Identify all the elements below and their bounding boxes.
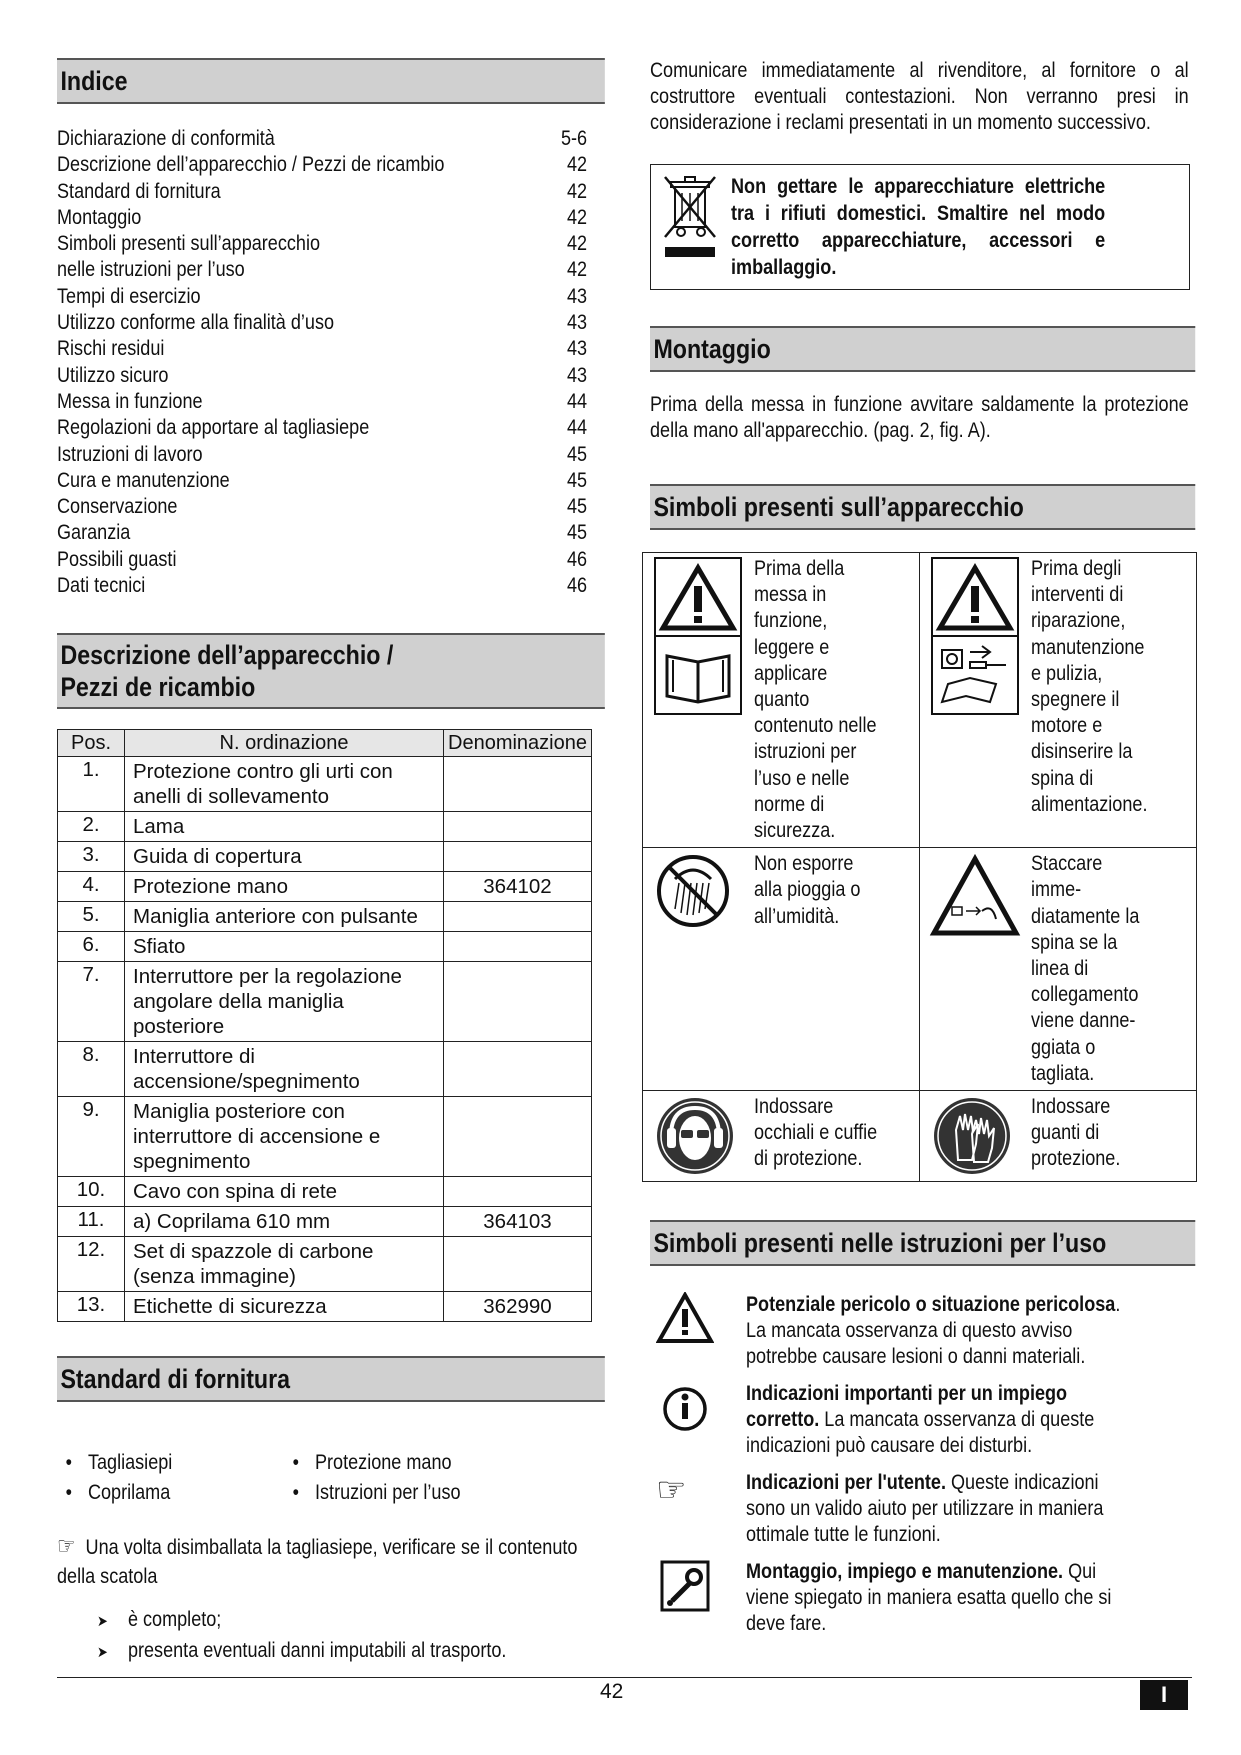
cell-code bbox=[444, 962, 592, 1042]
symbol-read-manual bbox=[644, 554, 918, 846]
toc-item bbox=[57, 205, 599, 231]
toc-item bbox=[57, 126, 599, 152]
cell-pos: 7. bbox=[58, 962, 125, 1042]
montaggio-text: Prima della messa in funzione avvitare saldamente la protezione della mano all'apparecchio. (pag. 2, fig. A). bbox=[650, 393, 1189, 442]
cell-pos: 10. bbox=[58, 1177, 125, 1207]
list-item: • Tagliasiepi bbox=[57, 1448, 282, 1478]
toc-item-page: 43 bbox=[566, 284, 588, 308]
fornitura-header bbox=[57, 1356, 605, 1402]
toc-item-page: 42 bbox=[566, 179, 588, 203]
manual-symbols-list bbox=[650, 1292, 1190, 1637]
toc-item bbox=[57, 284, 599, 310]
toc-item bbox=[57, 152, 599, 178]
toc-item-label: Dati tecnici bbox=[57, 574, 146, 598]
cell-pos: 9. bbox=[58, 1097, 125, 1177]
table-row bbox=[58, 842, 592, 872]
table-of-contents bbox=[57, 126, 599, 599]
instr-bold: Montaggio, impiego e manutenzione. bbox=[746, 1560, 1064, 1584]
pointing-hand-icon: ☞ bbox=[57, 1533, 76, 1561]
instr-text: Qui viene spiegato in maniera esatta quello che si deve fare. bbox=[746, 1560, 1112, 1636]
toc-item-page: 44 bbox=[566, 416, 588, 440]
cell-code bbox=[444, 932, 592, 962]
wrench-icon bbox=[656, 1559, 714, 1613]
info-icon bbox=[656, 1381, 714, 1433]
toc-item bbox=[57, 442, 599, 468]
table-row bbox=[58, 962, 592, 1042]
montaggio-header bbox=[650, 326, 1196, 372]
toc-item-label: Regolazioni da apportare al tagliasiepe bbox=[57, 416, 370, 440]
symbol-unplug-before-maintenance bbox=[921, 554, 1195, 820]
cell-pos: 13. bbox=[58, 1292, 125, 1322]
gloves-icon bbox=[927, 1094, 1023, 1178]
list-item bbox=[650, 1559, 1190, 1637]
toc-item-page: 45 bbox=[566, 468, 588, 492]
montaggio-title: Montaggio bbox=[653, 334, 771, 364]
weee-warning-text: Non gettare le apparecchiature elettriche tra i rifiuti domestici. Smaltire nel modo corretto apparecchiature, accessori e imballaggio. bbox=[731, 175, 1106, 279]
symbol-damaged-cable bbox=[921, 849, 1195, 1089]
table-row bbox=[58, 872, 592, 902]
cell-code: 364103 bbox=[444, 1207, 592, 1237]
warning-unplug-icon bbox=[927, 556, 1023, 716]
unpack-note bbox=[57, 1532, 599, 1591]
toc-item bbox=[57, 179, 599, 205]
footer-divider bbox=[57, 1677, 1192, 1678]
parts-table bbox=[57, 729, 592, 1322]
toc-item bbox=[57, 520, 599, 546]
cell-pos: 12. bbox=[58, 1237, 125, 1292]
istruzioni-title: Simboli presenti nelle istruzioni per l’uso bbox=[653, 1228, 1107, 1259]
cell-desc: a) Coprilama 610 mm bbox=[125, 1207, 444, 1237]
cell-code bbox=[444, 1042, 592, 1097]
list-item: • Istruzioni per l’uso bbox=[284, 1478, 509, 1508]
instr-bold: Indicazioni importanti per un impiego corretto. bbox=[746, 1382, 1068, 1432]
warning-triangle-icon bbox=[656, 1292, 714, 1344]
supply-list-col1 bbox=[57, 1448, 282, 1508]
symbol-gloves-text: Indossare guanti di protezione. bbox=[1031, 1095, 1121, 1171]
toc-item bbox=[57, 547, 599, 573]
cell-pos: 3. bbox=[58, 842, 125, 872]
symbol-no-rain bbox=[644, 849, 918, 933]
cell-desc: Etichette di sicurezza bbox=[125, 1292, 444, 1322]
cell-desc: Maniglia posteriore con interruttore di accensione e spegnimento bbox=[125, 1097, 444, 1177]
toc-item-page: 42 bbox=[566, 153, 588, 177]
table-row bbox=[58, 1097, 592, 1177]
symbol-eye-ear-protection bbox=[644, 1092, 918, 1180]
toc-item-label: nelle istruzioni per l’uso bbox=[57, 258, 245, 282]
cell-code bbox=[444, 1097, 592, 1177]
instr-bold: Indicazioni per l'utente. bbox=[746, 1471, 946, 1495]
cell-pos: 4. bbox=[58, 872, 125, 902]
toc-item-page: 45 bbox=[566, 521, 588, 545]
crossed-bin-icon bbox=[661, 173, 721, 265]
list-item bbox=[650, 1470, 1190, 1548]
toc-item-label: Cura e manutenzione bbox=[57, 468, 230, 492]
page-number: 42 bbox=[600, 1680, 624, 1703]
indice-title: Indice bbox=[60, 66, 128, 96]
descrizione-header bbox=[57, 633, 605, 709]
cell-code bbox=[444, 1177, 592, 1207]
unpack-note-text: Una volta disimballata la tagliasiepe, verificare se il contenuto della scatola bbox=[57, 1536, 578, 1589]
instr-text: Queste indicazioni sono un valido aiuto per utilizzare in maniera ottimale tutte le funzioni. bbox=[746, 1471, 1104, 1547]
descrizione-title-1: Descrizione dell’apparecchio / bbox=[60, 640, 394, 671]
cell-code bbox=[444, 812, 592, 842]
table-row bbox=[58, 1207, 592, 1237]
cell-pos: 2. bbox=[58, 812, 125, 842]
eye-ear-protection-icon bbox=[650, 1094, 746, 1178]
list-item bbox=[650, 1292, 1190, 1370]
toc-item bbox=[57, 257, 599, 283]
toc-item bbox=[57, 363, 599, 389]
descrizione-title-2: Pezzi de ricambio bbox=[60, 672, 256, 703]
cell-code: 364102 bbox=[444, 872, 592, 902]
cell-desc: Sfiato bbox=[125, 932, 444, 962]
right-column bbox=[650, 58, 1190, 1648]
symbol-read-manual-text: Prima della messa in funzione, leggere e applicare quanto contenuto nelle istruzioni per l’uso e nelle norme di sicurezza. bbox=[754, 557, 877, 843]
toc-item bbox=[57, 468, 599, 494]
table-row bbox=[58, 1177, 592, 1207]
complaints-text: Comunicare immediatamente al rivenditore, al fornitore o al costruttore eventuali contestazioni. Non verranno presi in considerazione i reclami presentati in un momento successivo. bbox=[650, 59, 1189, 134]
toc-item bbox=[57, 415, 599, 441]
toc-item bbox=[57, 336, 599, 362]
table-row bbox=[58, 1292, 592, 1322]
table-row bbox=[58, 1042, 592, 1097]
toc-item-page: 46 bbox=[566, 574, 588, 598]
toc-item-page: 45 bbox=[566, 442, 588, 466]
toc-item-page: 42 bbox=[566, 258, 588, 282]
instr-text: . La mancata osservanza di questo avviso potrebbe causare lesioni o danni materiali. bbox=[746, 1293, 1121, 1369]
symbol-eye-ear-text: Indossare occhiali e cuffie di protezione. bbox=[754, 1095, 878, 1171]
supply-list bbox=[57, 1448, 599, 1508]
toc-item-page: 43 bbox=[566, 363, 588, 387]
list-item: • Protezione mano bbox=[284, 1448, 509, 1478]
cell-desc: Maniglia anteriore con pulsante bbox=[125, 902, 444, 932]
list-item bbox=[650, 1381, 1190, 1459]
symbol-no-rain-text: Non esporre alla pioggia o all’umidità. bbox=[754, 852, 861, 928]
cell-code bbox=[444, 902, 592, 932]
toc-item bbox=[57, 231, 599, 257]
instr-bold: Potenziale pericolo o situazione pericolosa bbox=[746, 1293, 1116, 1317]
col-pos: Pos. bbox=[58, 730, 125, 757]
toc-item-label: Descrizione dell’apparecchio / Pezzi de ricambio bbox=[57, 153, 445, 177]
left-column bbox=[57, 58, 599, 1667]
toc-item-label: Istruzioni di lavoro bbox=[57, 442, 203, 466]
toc-item-page: 44 bbox=[566, 389, 588, 413]
cell-desc: Protezione mano bbox=[125, 872, 444, 902]
cell-pos: 1. bbox=[58, 757, 125, 812]
toc-item-label: Garanzia bbox=[57, 521, 131, 545]
toc-item-label: Utilizzo sicuro bbox=[57, 363, 169, 387]
simboli-header bbox=[650, 484, 1196, 530]
toc-item bbox=[57, 310, 599, 336]
language-tab: I bbox=[1140, 1680, 1188, 1710]
symbol-damaged-cable-text: Staccare imme-diatamente la spina se la linea di collegamento viene danne-ggiata o tagliata. bbox=[1031, 852, 1140, 1085]
toc-item-label: Tempi di esercizio bbox=[57, 284, 201, 308]
toc-item-page: 42 bbox=[566, 205, 588, 229]
toc-item-label: Montaggio bbox=[57, 205, 142, 229]
toc-item-label: Conservazione bbox=[57, 495, 178, 519]
list-item: ➤ è completo; bbox=[97, 1605, 639, 1636]
cell-desc: Guida di copertura bbox=[125, 842, 444, 872]
list-item: ➤ presenta eventuali danni imputabili al trasporto. bbox=[97, 1636, 639, 1667]
no-rain-icon bbox=[650, 851, 746, 931]
toc-item-label: Utilizzo conforme alla finalità d’uso bbox=[57, 311, 335, 335]
pointing-hand-icon: ☞ bbox=[656, 1471, 687, 1510]
table-row bbox=[58, 1237, 592, 1292]
cell-desc: Set di spazzole di carbone (senza immagine) bbox=[125, 1237, 444, 1292]
check-list bbox=[97, 1605, 639, 1667]
cell-pos: 11. bbox=[58, 1207, 125, 1237]
table-row bbox=[58, 812, 592, 842]
cell-code: 362990 bbox=[444, 1292, 592, 1322]
cell-desc: Protezione contro gli urti con anelli di sollevamento bbox=[125, 757, 444, 812]
cell-desc: Interruttore per la regolazione angolare della maniglia posteriore bbox=[125, 962, 444, 1042]
toc-item-page: 43 bbox=[566, 311, 588, 335]
damaged-cable-warning-icon bbox=[927, 851, 1023, 941]
cell-pos: 6. bbox=[58, 932, 125, 962]
toc-item-page: 46 bbox=[566, 547, 588, 571]
col-order: N. ordinazione bbox=[125, 730, 444, 757]
cell-desc: Lama bbox=[125, 812, 444, 842]
symbol-unplug-text: Prima degli interventi di riparazione, manutenzione e pulizia, spegnere il motore e disinserire la spina di alimentazione. bbox=[1031, 557, 1148, 816]
cell-desc: Interruttore di accensione/spegnimento bbox=[125, 1042, 444, 1097]
weee-warning-box bbox=[650, 164, 1190, 290]
fornitura-title: Standard di fornitura bbox=[60, 1364, 291, 1395]
toc-item-label: Possibili guasti bbox=[57, 547, 177, 571]
table-row bbox=[58, 902, 592, 932]
supply-list-col2 bbox=[284, 1448, 509, 1508]
toc-item bbox=[57, 573, 599, 599]
toc-item-label: Standard di fornitura bbox=[57, 179, 221, 203]
cell-pos: 5. bbox=[58, 902, 125, 932]
warning-read-manual-icon bbox=[650, 556, 746, 716]
table-row bbox=[58, 757, 592, 812]
list-item: • Coprilama bbox=[57, 1478, 282, 1508]
toc-item-page: 45 bbox=[566, 495, 588, 519]
cell-desc: Cavo con spina di rete bbox=[125, 1177, 444, 1207]
toc-item-label: Rischi residui bbox=[57, 337, 165, 361]
cell-code bbox=[444, 1237, 592, 1292]
symbol-gloves bbox=[921, 1092, 1195, 1180]
toc-item-label: Simboli presenti sull’apparecchio bbox=[57, 232, 321, 256]
istruzioni-header bbox=[650, 1220, 1196, 1266]
toc-item bbox=[57, 494, 599, 520]
toc-item-page: 5-6 bbox=[560, 127, 588, 150]
cell-pos: 8. bbox=[58, 1042, 125, 1097]
simboli-title: Simboli presenti sull’apparecchio bbox=[653, 492, 1024, 522]
indice-header bbox=[57, 58, 605, 104]
cell-code bbox=[444, 757, 592, 812]
table-row bbox=[58, 932, 592, 962]
toc-item-page: 43 bbox=[566, 337, 588, 361]
col-name: Denominazione bbox=[444, 730, 592, 757]
toc-item bbox=[57, 389, 599, 415]
cell-code bbox=[444, 842, 592, 872]
toc-item-label: Dichiarazione di conformità bbox=[57, 127, 275, 150]
instr-text: La mancata osservanza di queste indicazioni può causare dei disturbi. bbox=[746, 1408, 1095, 1458]
toc-item-page: 42 bbox=[566, 232, 588, 256]
toc-item-label: Messa in funzione bbox=[57, 389, 203, 413]
symbols-table bbox=[642, 552, 1197, 1182]
